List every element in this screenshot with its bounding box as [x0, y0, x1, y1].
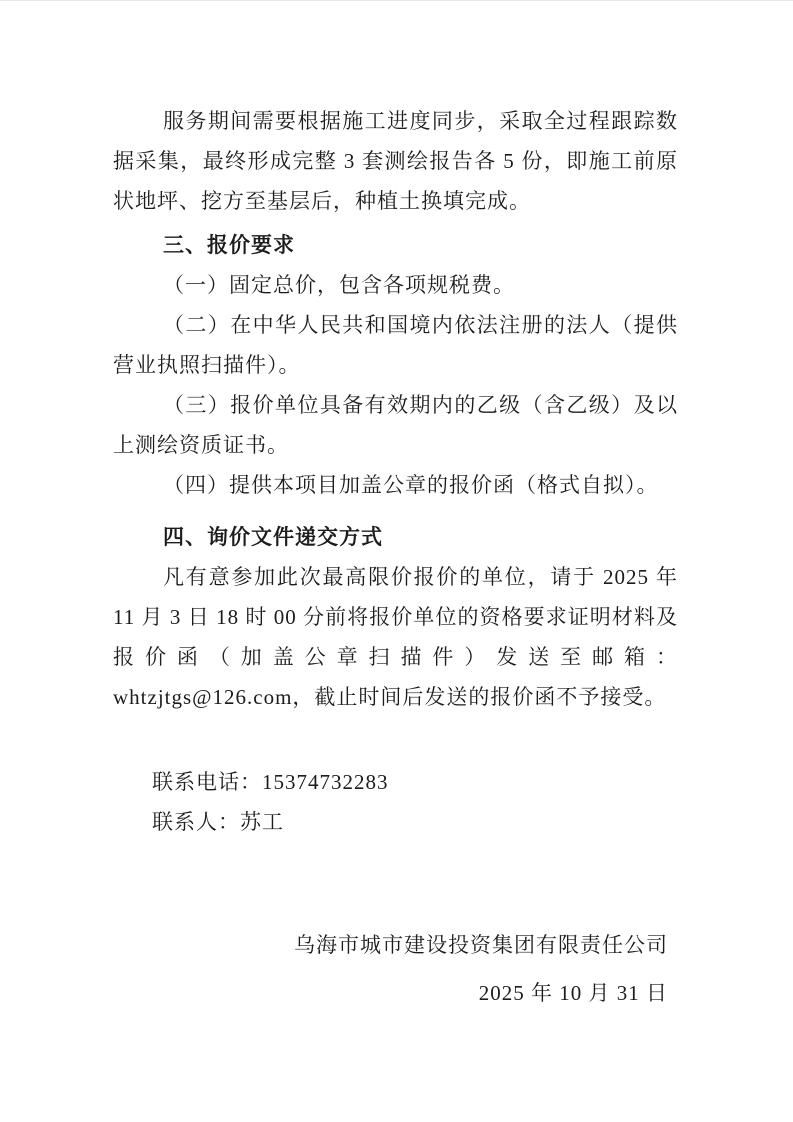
signature-date: 2025 年 10 月 31 日 — [478, 981, 668, 1005]
quote-requirement-item-3: （三）报价单位具备有效期内的乙级（含乙级）及以上测绘资质证书。 — [113, 393, 678, 457]
quote-requirement-item-2: （二）在中华人民共和国境内依法注册的法人（提供营业执照扫描件）。 — [113, 313, 678, 377]
signature-company: 乌海市城市建设投资集团有限责任公司 — [294, 933, 668, 957]
quote-requirement-item-4: （四）提供本项目加盖公章的报价函（格式自拟）。 — [163, 473, 659, 497]
submission-paragraph: 凡有意参加此次最高限价报价的单位，请于 2025 年 11 月 3 日 18 时 00 分前将报价单位的资格要求证明材料及报价函（加盖公章扫描件）发送至邮箱：whtzjtgs@126.com，截止时间后发送的报价函不予接受。 — [113, 565, 678, 709]
contact-person-line — [113, 802, 678, 842]
section-heading-three: 三、报价要求 — [163, 233, 295, 257]
contact-phone-label: 联系电话： — [152, 770, 262, 794]
contact-person-value: 苏工 — [240, 810, 284, 834]
contact-person-label: 联系人： — [152, 810, 240, 834]
section-heading-four: 四、询价文件递交方式 — [163, 525, 383, 549]
contact-phone-line — [113, 762, 678, 802]
quote-requirement-item-1: （一）固定总价，包含各项规税费。 — [163, 273, 515, 297]
contact-phone-value: 15374732283 — [262, 770, 389, 794]
intro-paragraph: 服务期间需要根据施工进度同步，采取全过程跟踪数据采集，最终形成完整 3 套测绘报告各 5 份，即施工前原状地坪、挖方至基层后，种植土换填完成。 — [113, 109, 678, 213]
